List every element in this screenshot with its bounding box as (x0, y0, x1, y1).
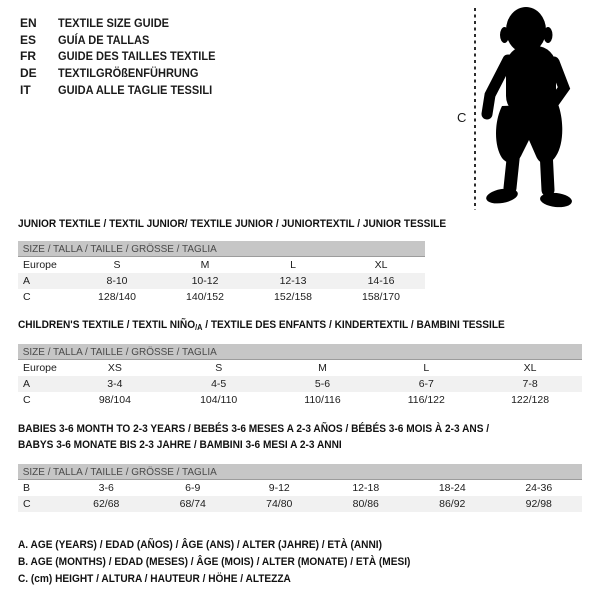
lang-code: EN (20, 16, 37, 31)
babies-size-table (18, 464, 582, 512)
size-cell: 3-6 (98, 482, 114, 494)
row-label: A (23, 378, 31, 390)
row-label: A (23, 275, 31, 287)
size-cell: L (290, 259, 296, 271)
footnote-age-months: B. AGE (MONTHS) / EDAD (MESES) / ÂGE (MOIS) / ALTER (MONATE) / ETÀ (MESI) (18, 556, 411, 569)
title-part: CHILDREN'S TEXTILE / TEXTIL NIÑO (18, 319, 196, 331)
table-row-europe (18, 257, 425, 273)
size-cell: 8-10 (106, 275, 128, 287)
language-title-list (20, 15, 229, 98)
children-table-body (18, 360, 582, 408)
baby-height-figure (450, 0, 580, 215)
size-cell: 24-36 (525, 482, 553, 494)
row-label: Europe (23, 259, 57, 271)
table-row-height (18, 496, 582, 512)
size-cell: 92/98 (525, 498, 552, 510)
size-header-label: SIZE / TALLA / TAILLE / GRÖSSE / TAGLIA (22, 345, 217, 358)
size-cell: S (113, 259, 121, 271)
lang-label: GUÍA DE TALLAS (58, 32, 150, 47)
junior-size-table (18, 241, 425, 305)
size-cell: XS (107, 362, 122, 374)
junior-section-title: JUNIOR TEXTILE / TEXTIL JUNIOR/ TEXTILE JUNIOR / JUNIORTEXTIL / JUNIOR TESSILE (18, 218, 447, 230)
lang-row-en (20, 15, 229, 32)
footnote-age-years: A. AGE (YEARS) / EDAD (AÑOS) / ÂGE (ANS) / ALTER (JAHRE) / ETÀ (ANNI) (18, 539, 382, 551)
baby-silhouette-icon (485, 7, 573, 209)
size-cell: 3-4 (107, 378, 123, 390)
size-header-bar (18, 464, 582, 480)
size-cell: 9-12 (268, 482, 290, 494)
size-cell: 152/158 (274, 291, 312, 303)
lang-row-es (20, 32, 229, 49)
size-cell: 18-24 (438, 482, 466, 494)
lang-code: ES (20, 32, 37, 47)
size-cell: 122/128 (511, 394, 550, 406)
children-section-title (18, 318, 505, 336)
lang-label: TEXTILGRÖßENFÜHRUNG (58, 66, 199, 81)
lang-label: GUIDE DES TAILLES TEXTILE (58, 49, 216, 64)
title-subscript: /A (195, 323, 203, 332)
lang-row-fr (20, 48, 229, 65)
table-row-height (18, 392, 582, 408)
size-cell: M (318, 362, 327, 374)
size-cell: 5-6 (314, 378, 331, 390)
size-cell: S (215, 362, 223, 374)
title-line-1: BABIES 3-6 MONTH TO 2-3 YEARS / BEBÉS 3-6 MESES A 2-3 AÑOS / BÉBÉS 3-6 MOIS À 2-3 ANS / (18, 423, 490, 435)
title-part: / TEXTILE DES ENFANTS / KINDERTEXTIL / BAMBINI TESSILE (202, 319, 505, 331)
size-cell: 140/152 (186, 291, 224, 303)
size-cell: 68/74 (179, 498, 206, 510)
size-cell: 158/170 (362, 291, 400, 303)
size-cell: 116/122 (407, 394, 445, 406)
size-cell: 10-12 (191, 275, 219, 287)
size-header-label: SIZE / TALLA / TAILLE / GRÖSSE / TAGLIA (22, 465, 217, 478)
size-cell: 6-7 (418, 378, 434, 390)
size-cell: 80/86 (352, 498, 379, 510)
size-cell: 12-13 (279, 275, 307, 287)
lang-row-de (20, 65, 229, 82)
row-label: C (23, 291, 31, 303)
size-cell: 104/110 (200, 394, 238, 406)
row-label: C (23, 394, 31, 406)
table-row-height (18, 289, 425, 305)
title-line-2: BABYS 3-6 MONATE BIS 2-3 JAHRE / BAMBINI 3-6 MESI A 2-3 ANNI (18, 438, 342, 451)
row-label: C (23, 498, 31, 510)
junior-table-body (18, 257, 425, 305)
table-row-europe (18, 360, 582, 376)
size-cell: 74/80 (266, 498, 293, 510)
table-row-age (18, 376, 582, 392)
babies-section-title (18, 422, 489, 453)
row-label: B (23, 482, 31, 494)
size-header-bar (18, 241, 425, 257)
size-cell: 86/92 (439, 498, 466, 510)
size-cell: 14-16 (367, 275, 395, 287)
size-cell: 110/116 (304, 394, 341, 406)
size-cell: 62/68 (93, 498, 120, 510)
size-header-label: SIZE / TALLA / TAILLE / GRÖSSE / TAGLIA (22, 242, 217, 255)
lang-code: DE (20, 66, 37, 81)
size-cell: 12-18 (352, 482, 380, 494)
size-cell: 4-5 (211, 378, 227, 390)
size-cell: 6-9 (185, 482, 201, 494)
table-row-age-months (18, 480, 582, 496)
size-cell: 7-8 (522, 378, 538, 390)
lang-row-it (20, 81, 229, 98)
size-cell: L (423, 362, 430, 374)
size-cell: 98/104 (98, 394, 131, 406)
footnote-height: C. (cm) HEIGHT / ALTURA / HAUTEUR / HÖHE / ALTEZZA (18, 573, 291, 586)
size-cell: 128/140 (98, 291, 136, 303)
lang-label: GUIDA ALLE TAGLIE TESSILI (58, 82, 213, 97)
table-row-age (18, 273, 425, 289)
children-size-table (18, 344, 582, 408)
size-cell: M (200, 259, 210, 271)
lang-code: IT (20, 82, 31, 97)
size-cell: XL (523, 362, 537, 374)
lang-code: FR (20, 49, 36, 64)
size-header-bar (18, 344, 582, 360)
size-cell: XL (374, 259, 388, 271)
babies-table-body (18, 480, 582, 512)
row-label: Europe (23, 362, 57, 374)
height-c-label: C (457, 110, 467, 125)
legend-footnotes (18, 537, 445, 589)
lang-label: TEXTILE SIZE GUIDE (58, 16, 170, 31)
